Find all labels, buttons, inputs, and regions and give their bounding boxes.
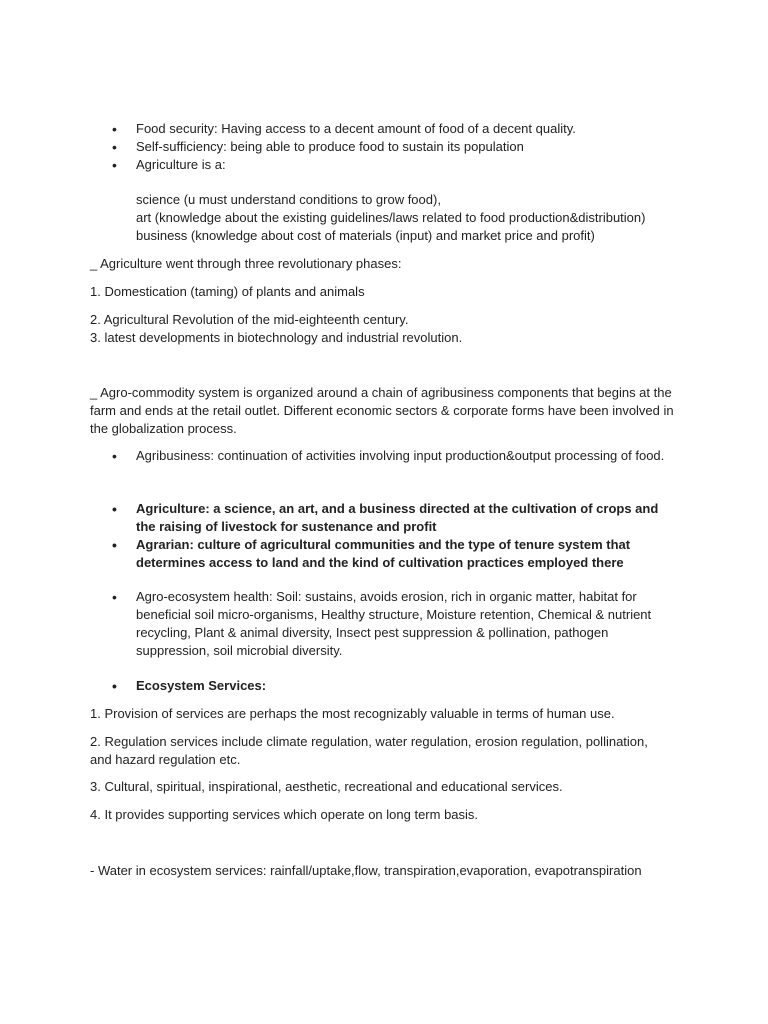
- intro-bullet-list: [90, 120, 690, 174]
- bullet-ecosystem-services-heading: • Ecosystem Services:: [90, 677, 690, 695]
- bullet-agriculture-is: • Agriculture is a:: [90, 156, 690, 174]
- service-2: 2. Regulation services include climate regulation, water regulation, erosion regulation, pollination, and hazard regulation etc.: [90, 734, 648, 767]
- agro-ecosystem-list: [90, 588, 680, 660]
- bullet-agriculture-definition: • Agriculture: a science, an art, and a business directed at the cultivation of crops and the raising of livestock for sustenance and profit: [90, 500, 680, 536]
- phase-2: 2. Agricultural Revolution of the mid-eighteenth century.: [90, 312, 409, 327]
- water-line: - Water in ecosystem services: rainfall/uptake,flow, transpiration,evaporation, evapotranspiration: [90, 863, 642, 878]
- definitions-list: [90, 500, 680, 572]
- ecosystem-services-list: [90, 677, 690, 695]
- phase-3: 3. latest developments in biotechnology and industrial revolution.: [90, 330, 463, 345]
- service-3: 3. Cultural, spiritual, inspirational, aesthetic, recreational and educational services.: [90, 779, 563, 794]
- agro-commodity-paragraph: _ Agro-commodity system is organized around a chain of agribusiness components that begins at the farm and ends at the retail outlet. Different economic sectors & corporate forms have been involved in the globalization process.: [90, 385, 674, 436]
- agriculture-business-line: business (knowledge about cost of materials (input) and market price and profit): [136, 228, 595, 243]
- phase-1: 1. Domestication (taming) of plants and animals: [90, 284, 365, 299]
- service-1: 1. Provision of services are perhaps the most recognizably valuable in terms of human use.: [90, 706, 615, 721]
- bullet-food-security: • Food security: Having access to a decent amount of food of a decent quality.: [90, 120, 690, 138]
- phases-intro: _ Agriculture went through three revolutionary phases:: [90, 256, 402, 271]
- service-4: 4. It provides supporting services which operate on long term basis.: [90, 807, 479, 822]
- bullet-self-sufficiency: • Self-sufficiency: being able to produce food to sustain its population: [90, 138, 690, 156]
- agriculture-is-block: [136, 191, 696, 245]
- bullet-agro-ecosystem-health: • Agro-ecosystem health: Soil: sustains, avoids erosion, rich in organic matter, habitat for beneficial soil micro-organisms, Healthy structure, Moisture retention, Chemical & nutrient recycling, Plant & animal diversity, Insect pest suppression & pollination, pathogen suppression, soil microbial diversity.: [90, 588, 680, 660]
- bullet-agribusiness: • Agribusiness: continuation of activities involving input production&output processing of food.: [90, 447, 680, 465]
- agriculture-science-line: science (u must understand conditions to grow food),: [136, 192, 441, 207]
- agriculture-art-line: art (knowledge about the existing guidelines/laws related to food production&distribution): [136, 210, 646, 225]
- agribusiness-list: [90, 447, 680, 465]
- bullet-agrarian-definition: • Agrarian: culture of agricultural communities and the type of tenure system that determines access to land and the kind of cultivation practices employed there: [90, 536, 680, 572]
